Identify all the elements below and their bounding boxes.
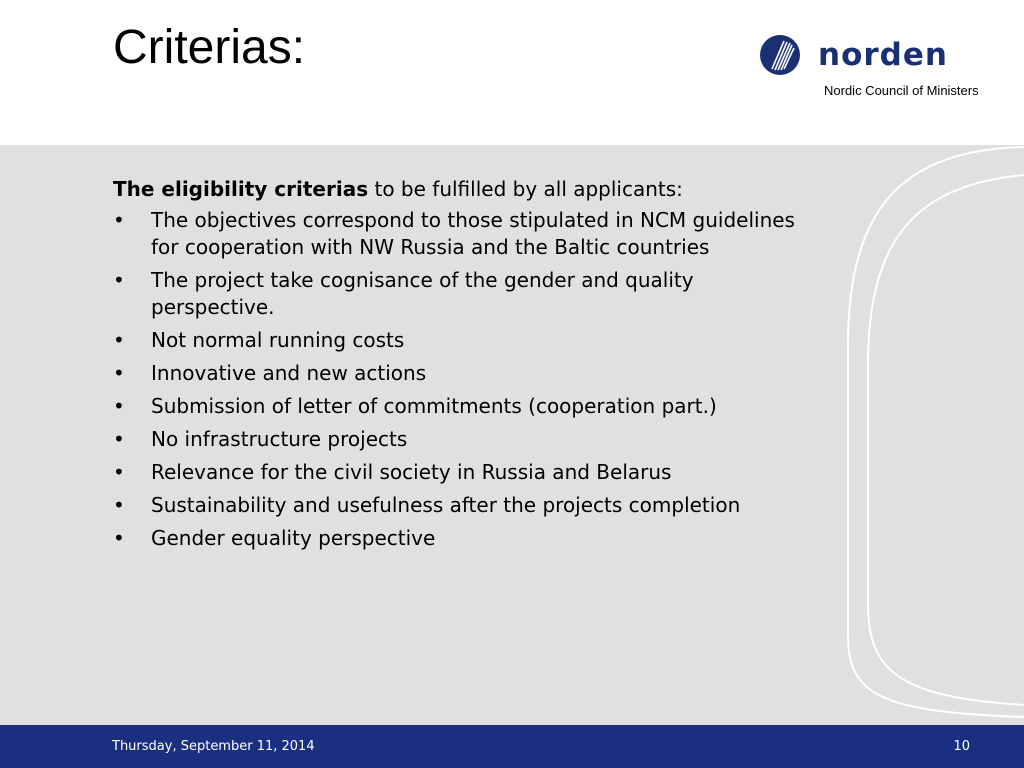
intro-rest: to be fulfilled by all applicants:: [368, 177, 683, 201]
list-item-text: No infrastructure projects: [151, 427, 408, 451]
list-item-text: The project take cognisance of the gender and quality perspective.: [151, 268, 694, 319]
bullet-icon: •: [113, 328, 125, 352]
bullet-icon: •: [113, 208, 125, 232]
logo-subtitle: Nordic Council of Ministers: [824, 83, 979, 98]
bullet-icon: •: [113, 460, 125, 484]
list-item: [113, 207, 813, 261]
list-item-text: Innovative and new actions: [151, 361, 427, 385]
bullet-icon: •: [113, 526, 125, 550]
logo-wordmark: norden: [818, 37, 948, 73]
list-item: [113, 525, 813, 552]
slide-title: Criterias:: [113, 21, 306, 74]
list-item-text: Gender equality perspective: [151, 526, 436, 550]
bullet-icon: •: [113, 268, 125, 292]
list-item: [113, 492, 813, 519]
bullet-icon: •: [113, 493, 125, 517]
list-item: [113, 426, 813, 453]
list-item-text: Sustainability and usefulness after the projects completion: [151, 493, 741, 517]
list-item: [113, 459, 813, 486]
page-number: 10: [953, 739, 970, 754]
slide-footer: [0, 725, 1024, 768]
list-item-text: Submission of letter of commitments (cooperation part.): [151, 394, 717, 418]
norden-logo: [760, 33, 970, 78]
list-item-text: Relevance for the civil society in Russia and Belarus: [151, 460, 672, 484]
list-item: [113, 267, 813, 321]
list-item: [113, 360, 813, 387]
bullet-icon: •: [113, 427, 125, 451]
list-item: [113, 393, 813, 420]
bullet-icon: •: [113, 361, 125, 385]
bullet-icon: •: [113, 394, 125, 418]
slide-header: [0, 0, 1024, 145]
criteria-list: [113, 207, 813, 552]
list-item-text: The objectives correspond to those stipulated in NCM guidelines for cooperation with NW Russia and the Baltic countries: [151, 208, 795, 259]
list-item-text: Not normal running costs: [151, 328, 405, 352]
list-item: [113, 327, 813, 354]
swan-logo-icon: [760, 35, 800, 75]
slide-body: [113, 176, 813, 558]
intro-bold: The eligibility criterias: [113, 177, 369, 201]
intro-line: [113, 176, 813, 203]
footer-date: Thursday, September 11, 2014: [112, 739, 315, 754]
